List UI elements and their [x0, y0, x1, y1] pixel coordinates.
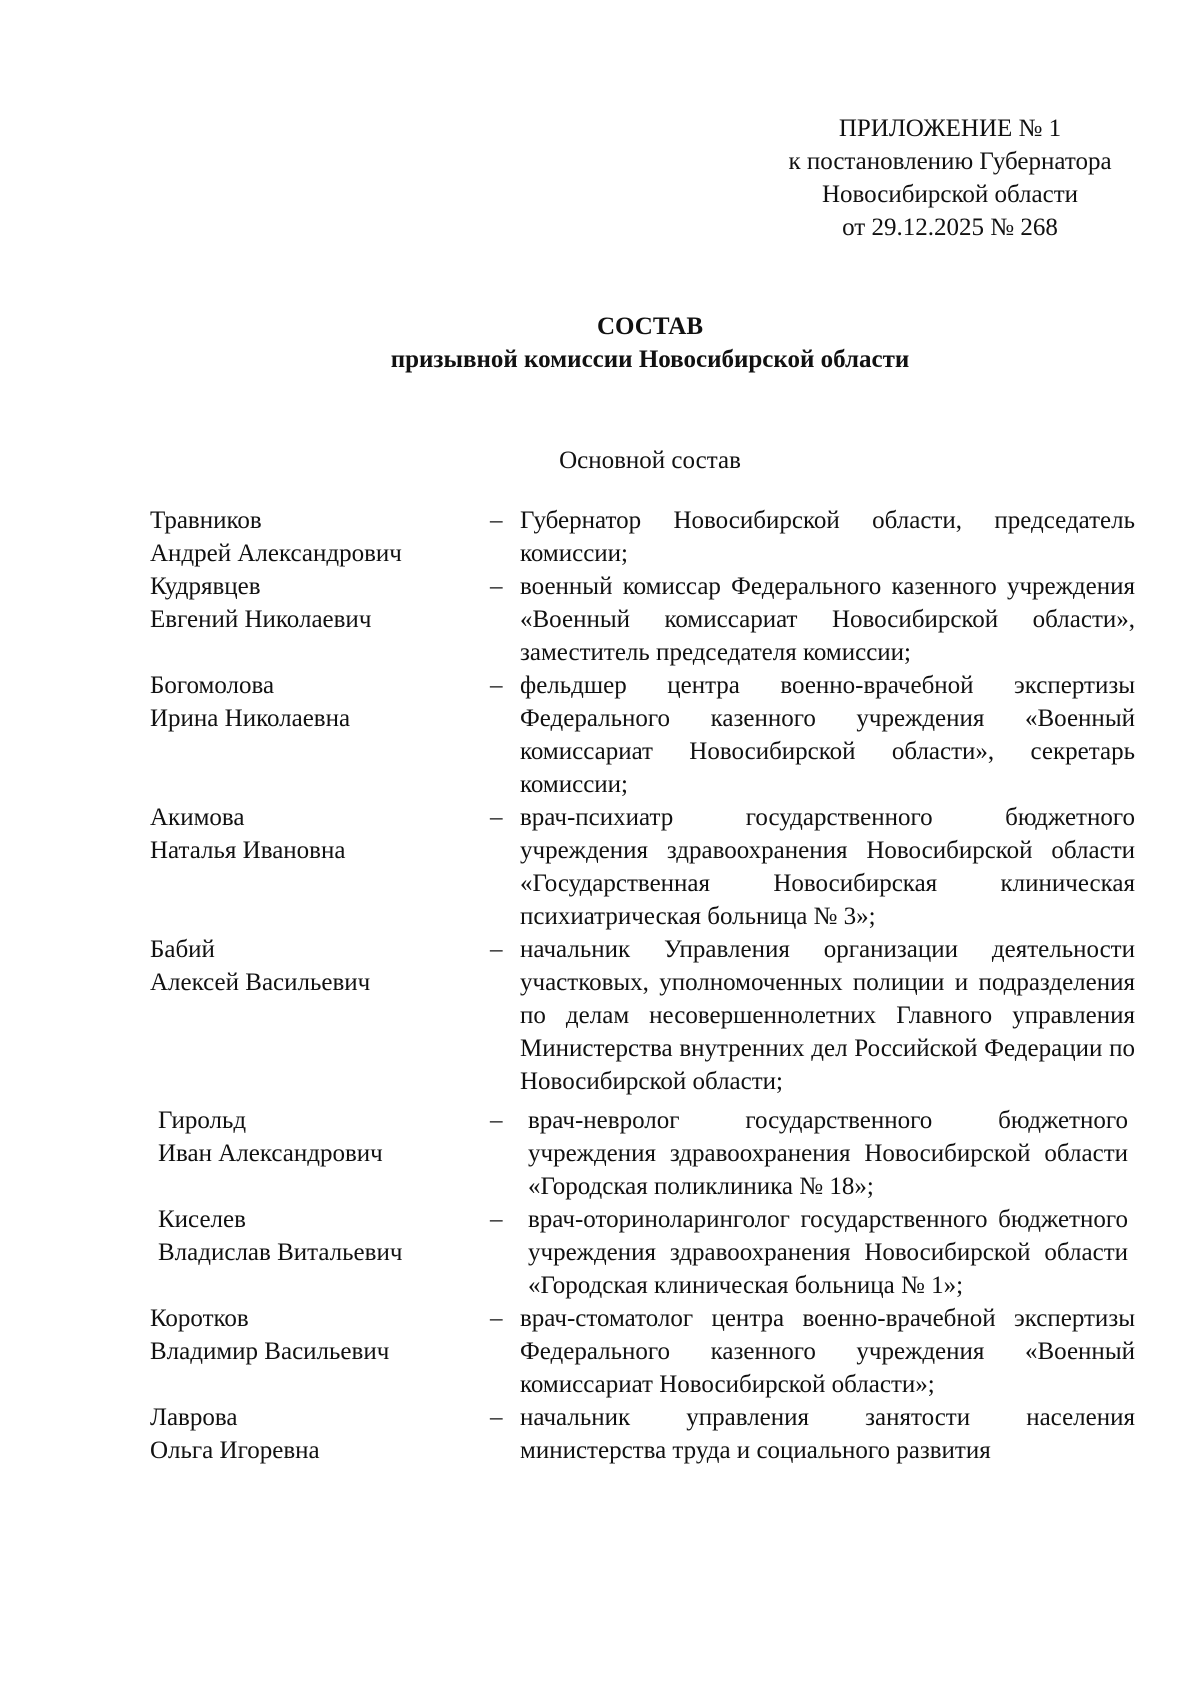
member-surname: Киселев: [158, 1206, 246, 1233]
appendix-region: Новосибирской области: [821, 181, 1079, 208]
appendix-block: [760, 112, 1140, 244]
members-list: [150, 504, 1140, 1467]
member-dash: –: [490, 936, 503, 963]
member-dash: –: [490, 573, 503, 600]
member-surname: Кудрявцев: [150, 573, 261, 600]
member-given-names: Владислав Витальевич: [158, 1239, 403, 1266]
member-entry: [150, 801, 1140, 933]
member-surname: Бабий: [150, 936, 215, 963]
member-entry: [150, 669, 1140, 801]
member-surname: Лаврова: [150, 1404, 238, 1431]
member-dash: –: [490, 1404, 503, 1431]
member-surname: Гирольд: [158, 1107, 247, 1134]
member-role: врач-стоматолог центра военно-врачебной экспертизы Федерального казенного учреждения «Военный комиссариат Новосибирской области»;: [520, 1305, 1135, 1398]
member-dash: –: [490, 507, 503, 534]
member-given-names: Евгений Николаевич: [150, 606, 372, 633]
member-given-names: Алексей Васильевич: [150, 969, 371, 996]
member-dash: –: [490, 672, 503, 699]
member-role: врач-психиатр государственного бюджетного учреждения здравоохранения Новосибирской области «Государственная Новосибирская клиническая психиатрическая больница № 3»;: [520, 804, 1135, 930]
member-entry: [150, 1203, 1140, 1302]
member-given-names: Андрей Александрович: [150, 540, 402, 567]
member-name: [150, 801, 490, 867]
member-given-names: Ирина Николаевна: [150, 705, 351, 732]
member-role: начальник управления занятости населения министерства труда и социального развития: [520, 1404, 1135, 1464]
title-subtitle: призывной комиссии Новосибирской области: [390, 346, 910, 373]
member-entry: [150, 1401, 1140, 1467]
member-given-names: Владимир Васильевич: [150, 1338, 390, 1365]
member-dash: –: [490, 804, 503, 831]
appendix-number: ПРИЛОЖЕНИЕ № 1: [838, 115, 1062, 142]
member-dash: –: [490, 1305, 503, 1332]
member-role: врач-оториноларинголог государственного бюджетного учреждения здравоохранения Новосибирской области «Городская клиническая больница № 1»;: [528, 1206, 1128, 1299]
appendix-reference: к постановлению Губернатора: [788, 148, 1112, 175]
member-name: [150, 1302, 490, 1368]
member-name: [150, 669, 490, 735]
member-entry: [150, 1104, 1140, 1203]
member-name: [150, 1401, 490, 1467]
member-role: военный комиссар Федерального казенного учреждения «Военный комиссариат Новосибирской области», заместитель председателя комиссии;: [520, 573, 1135, 666]
member-surname: Коротков: [150, 1305, 249, 1332]
member-role: фельдшер центра военно-врачебной экспертизы Федерального казенного учреждения «Военный комиссариат Новосибирской области», секретарь комиссии;: [520, 672, 1135, 798]
member-given-names: Наталья Ивановна: [150, 837, 346, 864]
member-given-names: Иван Александрович: [158, 1140, 383, 1167]
document-title: [250, 310, 1050, 376]
member-entry: [150, 933, 1140, 1098]
member-surname: Травников: [150, 507, 262, 534]
member-name: [150, 1203, 490, 1269]
member-name: [150, 1104, 490, 1170]
member-role: начальник Управления организации деятельности участковых, уполномоченных полиции и подразделения по делам несовершеннолетних Главного управления Министерства внутренних дел Российской Федерации по Новосибирской области;: [520, 936, 1135, 1095]
member-surname: Акимова: [150, 804, 245, 831]
member-given-names: Ольга Игоревна: [150, 1437, 320, 1464]
member-entry: [150, 1302, 1140, 1401]
member-dash: –: [490, 1206, 503, 1233]
member-role: Губернатор Новосибирской области, председатель комиссии;: [520, 507, 1135, 567]
member-name: [150, 570, 490, 636]
member-entry: [150, 504, 1140, 570]
title-main: СОСТАВ: [596, 313, 704, 340]
appendix-date-number: от 29.12.2025 № 268: [842, 214, 1058, 241]
section-heading: Основной состав: [559, 447, 741, 474]
member-role: врач-невролог государственного бюджетного учреждения здравоохранения Новосибирской области «Городская поликлиника № 18»;: [528, 1107, 1128, 1200]
member-name: [150, 504, 490, 570]
member-dash: –: [490, 1107, 503, 1134]
member-name: [150, 933, 490, 999]
member-entry: [150, 570, 1140, 669]
member-surname: Богомолова: [150, 672, 275, 699]
